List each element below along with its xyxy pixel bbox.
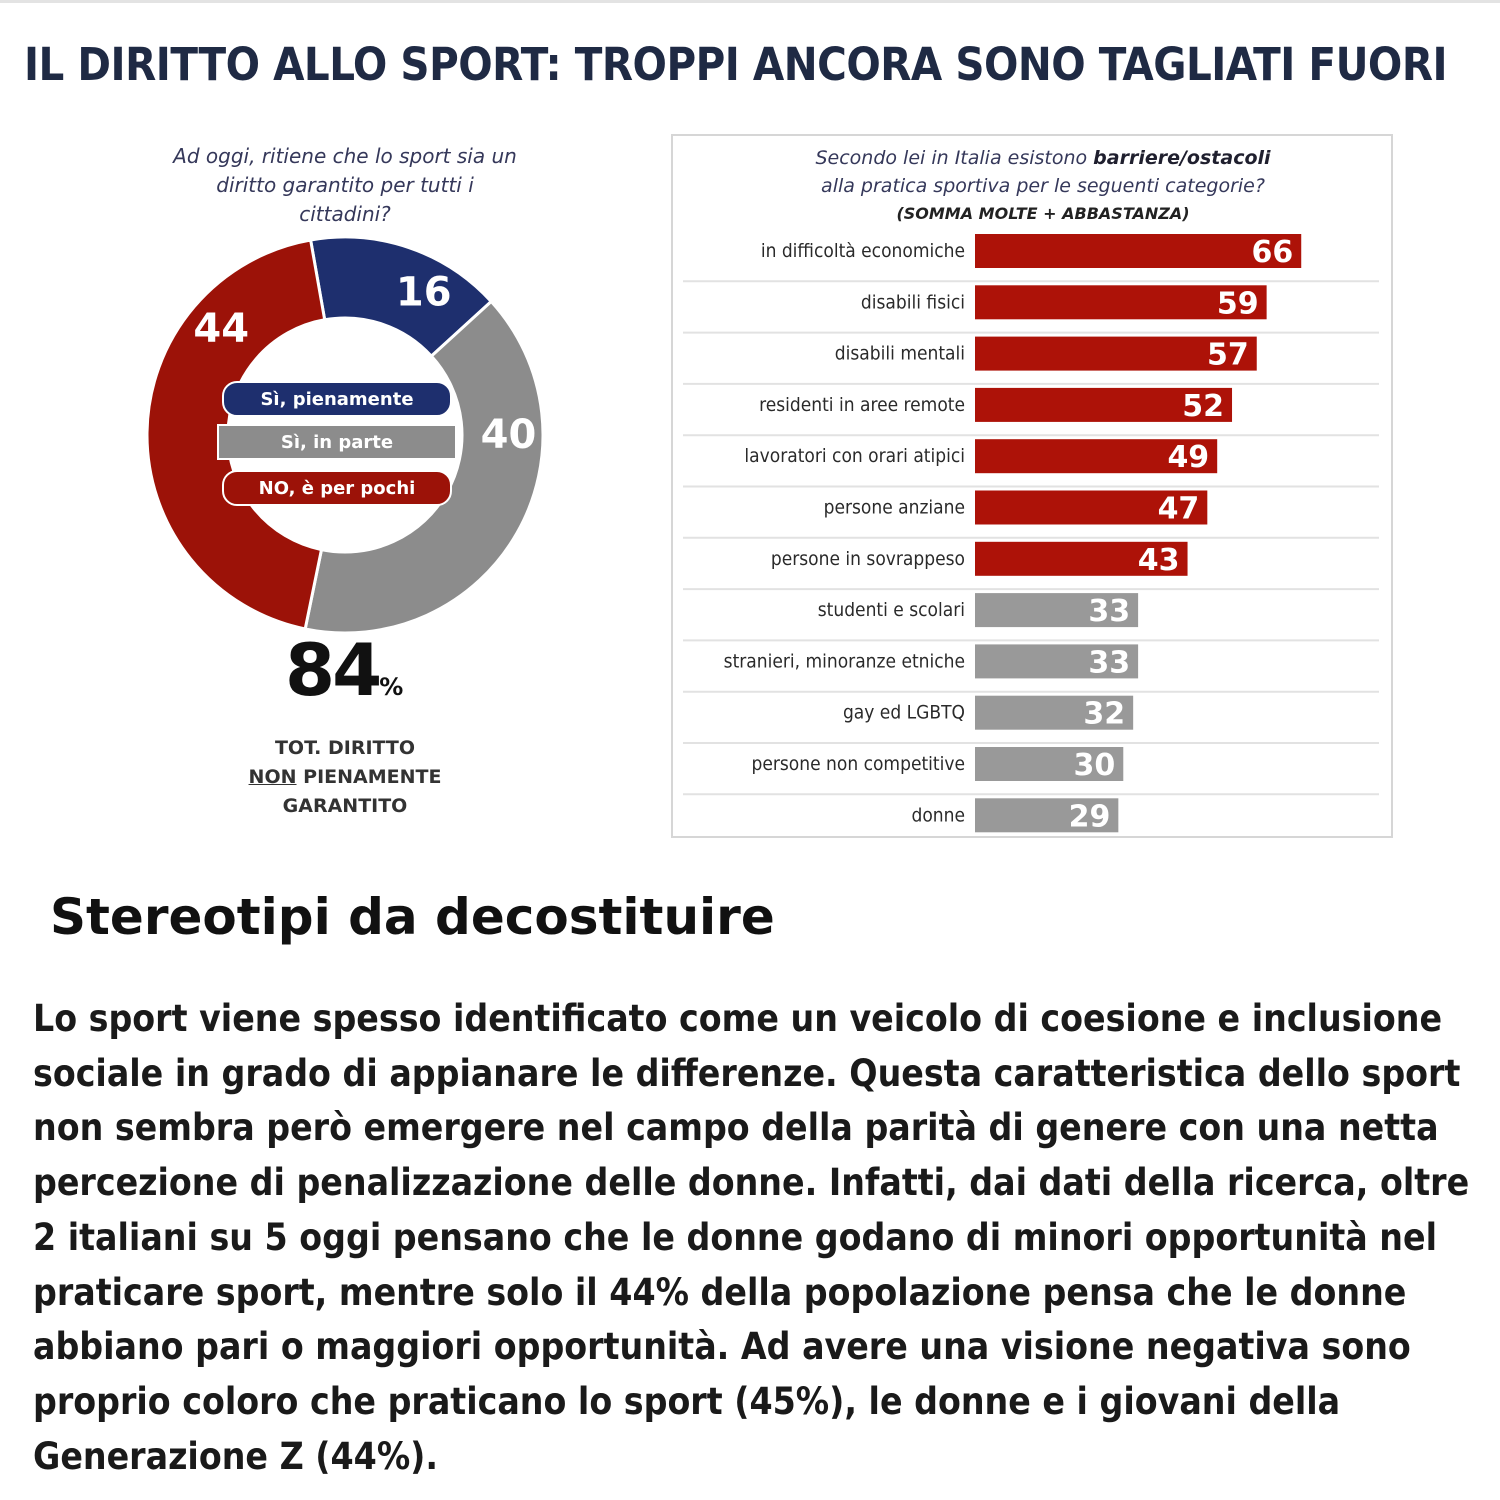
- donut-value-label-2: 44: [193, 306, 250, 353]
- bar-question-pre: Secondo lei in Italia esistono: [815, 147, 1094, 169]
- donut-value-label-1: 40: [480, 411, 537, 458]
- bar-value-label-4: 49: [1167, 440, 1210, 476]
- donut-legend-label-0: Sì, pienamente: [260, 389, 414, 410]
- donut-chart: [130, 225, 560, 645]
- donut-value-label-0: 16: [395, 269, 452, 316]
- bar-value-label-1: 59: [1216, 286, 1259, 322]
- donut-question: Ad oggi, ritiene che lo sport sia un diritto garantito per tutti i cittadini?: [173, 144, 517, 226]
- bar-category-label-6: persone in sovrappeso: [770, 547, 965, 570]
- total-label-line-2: [225, 763, 465, 792]
- section-paragraph: Lo sport viene spesso identificato come un veicolo di coesione e inclusione sociale in grado di appianare le differenze. Questa caratteristica dello sport non sembra però emergere nel campo della parità di genere con una netta percezione di penalizzazione delle donne. Infatti, dai dati della ricerca, oltre 2 italiani su 5 oggi pensano che le donne godano di minori opportunità nel praticare sport, mentre solo il 44% della popolazione pensa che le donne abbiano pari o maggiori opportunità. Ad avere una visione negativa sono proprio coloro che praticano lo sport (45%), le donne e i giovani della Generazione Z (44%).: [33, 997, 1470, 1478]
- bar-category-label-0: in difficoltà economiche: [760, 240, 965, 262]
- top-divider: [0, 0, 1500, 3]
- total-label-line-3: GARANTITO: [282, 795, 408, 817]
- bar-value-label-5: 47: [1157, 491, 1200, 527]
- total-label: [225, 734, 465, 821]
- total-label-pienamente: PIENAMENTE: [303, 766, 442, 788]
- bar-question-line-2: alla pratica sportiva per le seguenti categorie?: [821, 175, 1265, 197]
- bar-value-label-0: 66: [1251, 235, 1294, 270]
- total-unit: %: [379, 673, 404, 701]
- bar-category-label-11: donne: [911, 804, 965, 827]
- bar-value-label-8: 33: [1088, 645, 1131, 681]
- bar-value-label-9: 32: [1083, 696, 1126, 732]
- bar-value-label-2: 57: [1206, 337, 1249, 373]
- total-label-non: NON: [248, 766, 297, 788]
- bar-value-label-3: 52: [1182, 388, 1225, 424]
- bar-value-label-7: 33: [1088, 594, 1131, 630]
- bar-question-bold: barriere/ostacoli: [1093, 147, 1271, 169]
- donut-legend-item-0: [223, 382, 451, 416]
- section-heading: Stereotipi da decostituire: [50, 888, 775, 946]
- donut-legend-item-1: [218, 425, 456, 459]
- page-title: IL DIRITTO ALLO SPORT: TROPPI ANCORA SONO TAGLIATI FUORI: [24, 38, 1448, 91]
- bar-chart-panel: [671, 134, 1393, 838]
- donut-slice-1: [305, 301, 543, 633]
- total-number: 84: [285, 628, 380, 712]
- total-label-line-1: TOT. DIRITTO: [274, 737, 416, 759]
- bar-category-label-3: residenti in aree remote: [759, 393, 965, 416]
- bar-value-label-11: 29: [1068, 799, 1111, 835]
- bar-category-label-4: lavoratori con orari atipici: [744, 445, 965, 468]
- bar-category-label-10: persone non competitive: [751, 753, 965, 775]
- donut-legend-label-1: Sì, in parte: [280, 432, 394, 453]
- bar-category-label-8: stranieri, minoranze etniche: [723, 650, 965, 673]
- donut-legend-item-2: [223, 471, 451, 505]
- donut-legend-label-2: NO, è per pochi: [258, 478, 416, 499]
- bar-category-label-1: disabili fisici: [860, 291, 965, 314]
- bar-category-label-2: disabili mentali: [834, 342, 965, 365]
- bar-category-label-7: studenti e scolari: [817, 599, 965, 622]
- bar-value-label-10: 30: [1073, 748, 1116, 783]
- bar-category-label-9: gay ed LGBTQ: [842, 701, 965, 724]
- bar-question-note: (SOMMA MOLTE + ABBASTANZA): [896, 204, 1190, 223]
- bar-value-label-6: 43: [1137, 542, 1180, 578]
- total-value: [285, 628, 403, 712]
- bar-chart: [673, 136, 1391, 836]
- bar-category-label-5: persone anziane: [823, 496, 965, 519]
